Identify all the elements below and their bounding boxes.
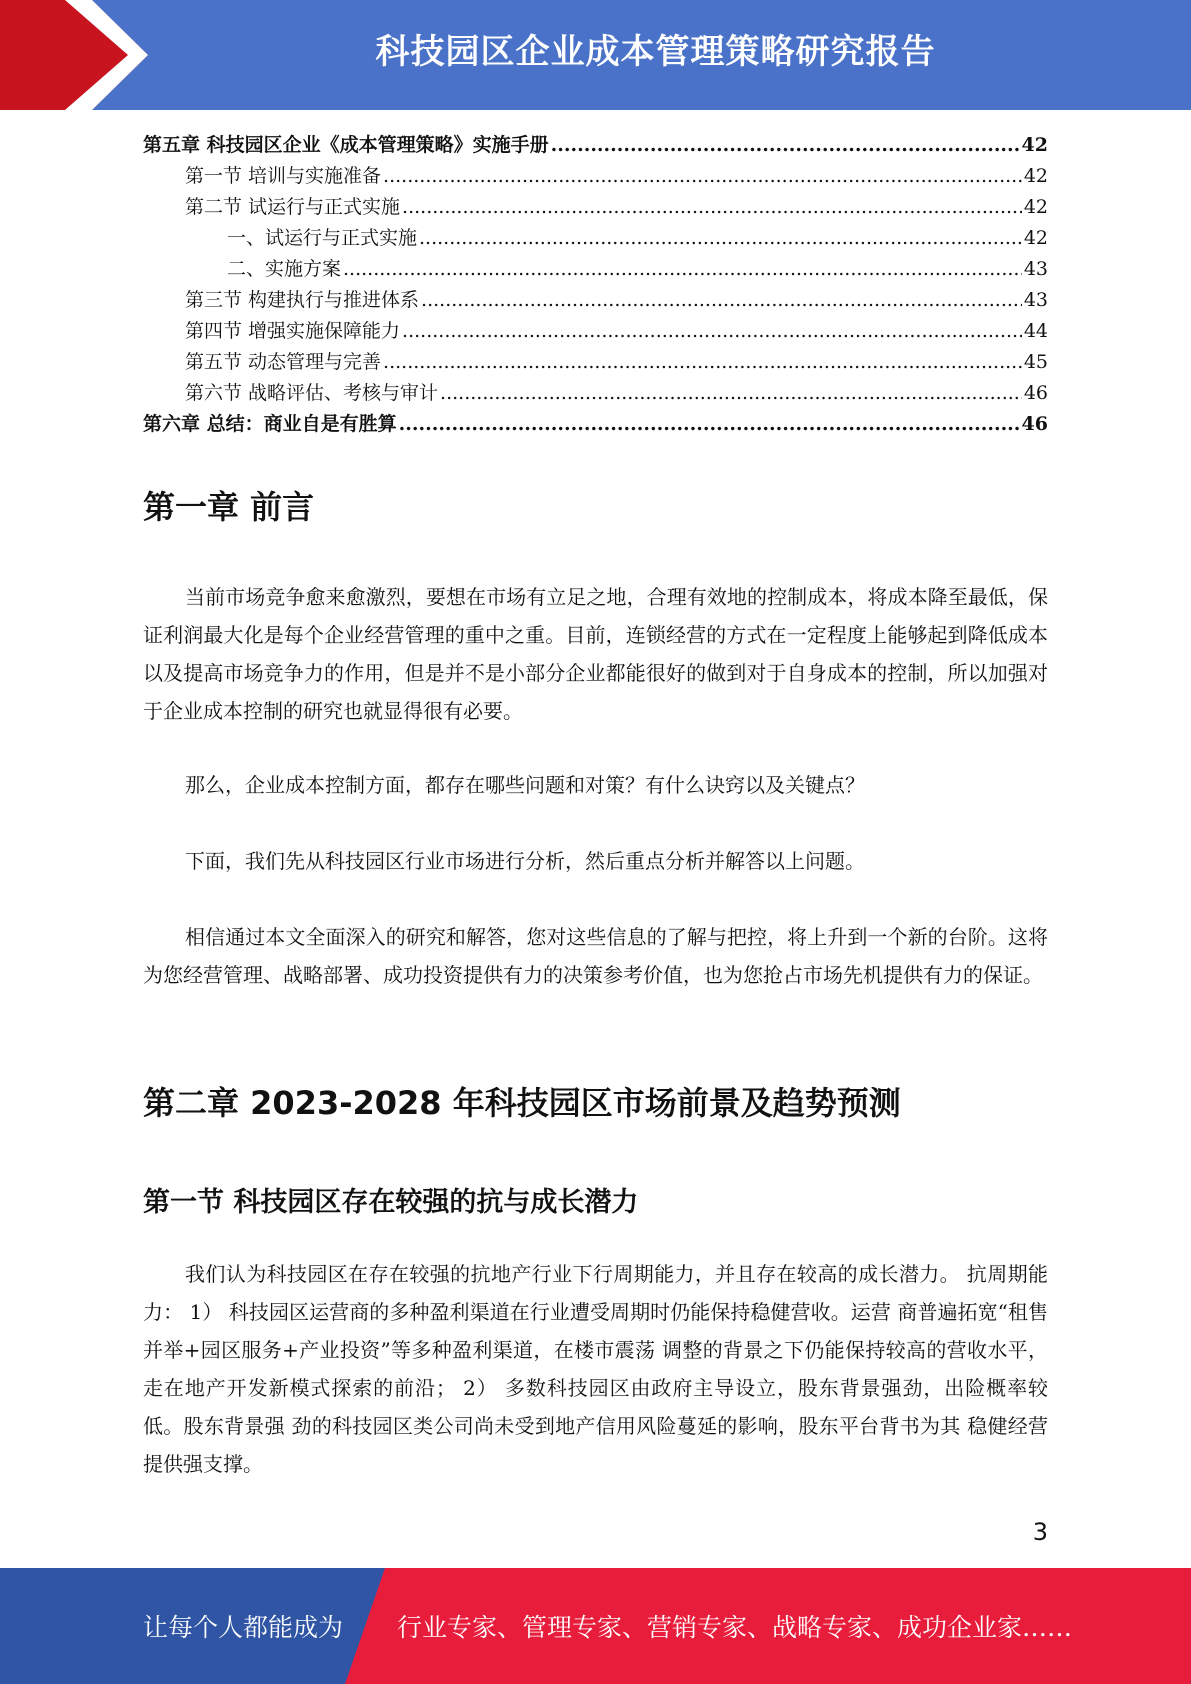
chapter1-paragraph: 那么，企业成本控制方面，都存在哪些问题和对策？有什么诀窍以及关键点？ (185, 773, 865, 797)
header-title: 科技园区企业成本管理策略研究报告 (375, 32, 936, 72)
toc-item-title: 第六节 战略评估、考核与审计 (185, 382, 439, 404)
toc-item-page: 46 (1023, 382, 1048, 404)
toc-item[interactable] (143, 130, 1048, 161)
toc-item-title: 第二节 试运行与正式实施 (185, 196, 401, 218)
toc-item[interactable] (143, 285, 1048, 316)
toc-leader-dots (383, 161, 1022, 192)
toc-leader-dots (399, 409, 1020, 440)
toc-item[interactable] (143, 347, 1048, 378)
toc-item[interactable] (143, 316, 1048, 347)
toc-item-title: 第四节 增强实施保障能力 (185, 320, 401, 342)
toc-item-page: 42 (1023, 227, 1048, 249)
toc-leader-dots (383, 347, 1022, 378)
toc-item-page: 45 (1023, 351, 1048, 373)
toc-leader-dots (419, 223, 1022, 254)
toc-item-title: 第一节 培训与实施准备 (185, 165, 382, 187)
toc-item-title: 第三节 构建执行与推进体系 (185, 289, 420, 311)
page-number: 3 (1032, 1518, 1048, 1546)
footer-slogan-left: 让每个人都能成为 (143, 1613, 344, 1642)
chapter1-heading: 第一章 前言 (143, 488, 315, 526)
chapter1-paragraph: 下面，我们先从科技园区行业市场进行分析，然后重点分析并解答以上问题。 (185, 849, 865, 873)
toc-leader-dots (440, 378, 1022, 409)
section-heading: 第一节 科技园区存在较强的抗与成长潜力 (143, 1187, 639, 1218)
table-of-contents (143, 130, 1048, 440)
chapter1-paragraph: 当前市场竞争愈来愈激烈，要想在市场有立足之地，合理有效地的控制成本，将成本降至最低，保证利润最大化是每个企业经营管理的重中之重。目前，连锁经营的方式在一定程度上能够起到降低成本以及提高市场竞争力的作用，但是并不是小部分企业都能很好的做到对于自身成本的控制，所以加强对于企业成本控制的研究也就显得很有必要。 (143, 585, 1048, 723)
toc-item-title: 第五章 科技园区企业《成本管理策略》实施手册 (143, 134, 549, 156)
toc-item[interactable] (143, 161, 1048, 192)
toc-item-page: 43 (1023, 258, 1048, 280)
toc-leader-dots (421, 285, 1022, 316)
chapter1-paragraph: 相信通过本文全面深入的研究和解答，您对这些信息的了解与把控，将上升到一个新的台阶。这将为您经营管理、战略部署、成功投资提供有力的决策参考价值，也为您抢占市场先机提供有力的保证。 (143, 925, 1048, 987)
toc-item-page: 44 (1023, 320, 1048, 342)
toc-leader-dots (343, 254, 1022, 285)
toc-item-page: 42 (1023, 196, 1048, 218)
toc-item-page: 42 (1021, 134, 1048, 156)
toc-item[interactable] (143, 254, 1048, 285)
page-header (0, 0, 1191, 110)
toc-item-page: 46 (1021, 413, 1048, 435)
toc-item-title: 第六章 总结：商业自是有胜算 (143, 413, 397, 435)
toc-leader-dots (402, 316, 1022, 347)
toc-leader-dots (551, 130, 1020, 161)
toc-item-title: 二、实施方案 (227, 258, 342, 280)
toc-item-title: 第五节 动态管理与完善 (185, 351, 382, 373)
chapter2-heading: 第二章 2023-2028 年科技园区市场前景及趋势预测 (143, 1084, 901, 1122)
toc-item[interactable] (143, 192, 1048, 223)
toc-leader-dots (402, 192, 1022, 223)
toc-item-title: 一、试运行与正式实施 (227, 227, 418, 249)
section-paragraph: 我们认为科技园区在存在较强的抗地产行业下行周期能力，并且存在较高的成长潜力。 抗周期能力： 1） 科技园区运营商的多种盈利渠道在行业遭受周期时仍能保持稳健营收。运营 商普遍拓宽“租售并举+园区服务+产业投资”等多种盈利渠道，在楼市震荡 调整的背景之下仍能保持较高的营收水平，走在地产开发新模式探索的前沿； 2） 多数科技园区由政府主导设立，股东背景强劲，出险概率较低。股东背景强 劲的科技园区类公司尚未受到地产信用风险蔓延的影响，股东平台背书为其 稳健经营提供强支撑。 (143, 1262, 1048, 1476)
page-footer (0, 1568, 1191, 1684)
footer-slogan-right: 行业专家、管理专家、营销专家、战略专家、成功企业家…… (397, 1613, 1073, 1642)
toc-item[interactable] (143, 378, 1048, 409)
toc-item[interactable] (143, 223, 1048, 254)
toc-item[interactable] (143, 409, 1048, 440)
toc-item-page: 43 (1023, 289, 1048, 311)
toc-item-page: 42 (1023, 165, 1048, 187)
